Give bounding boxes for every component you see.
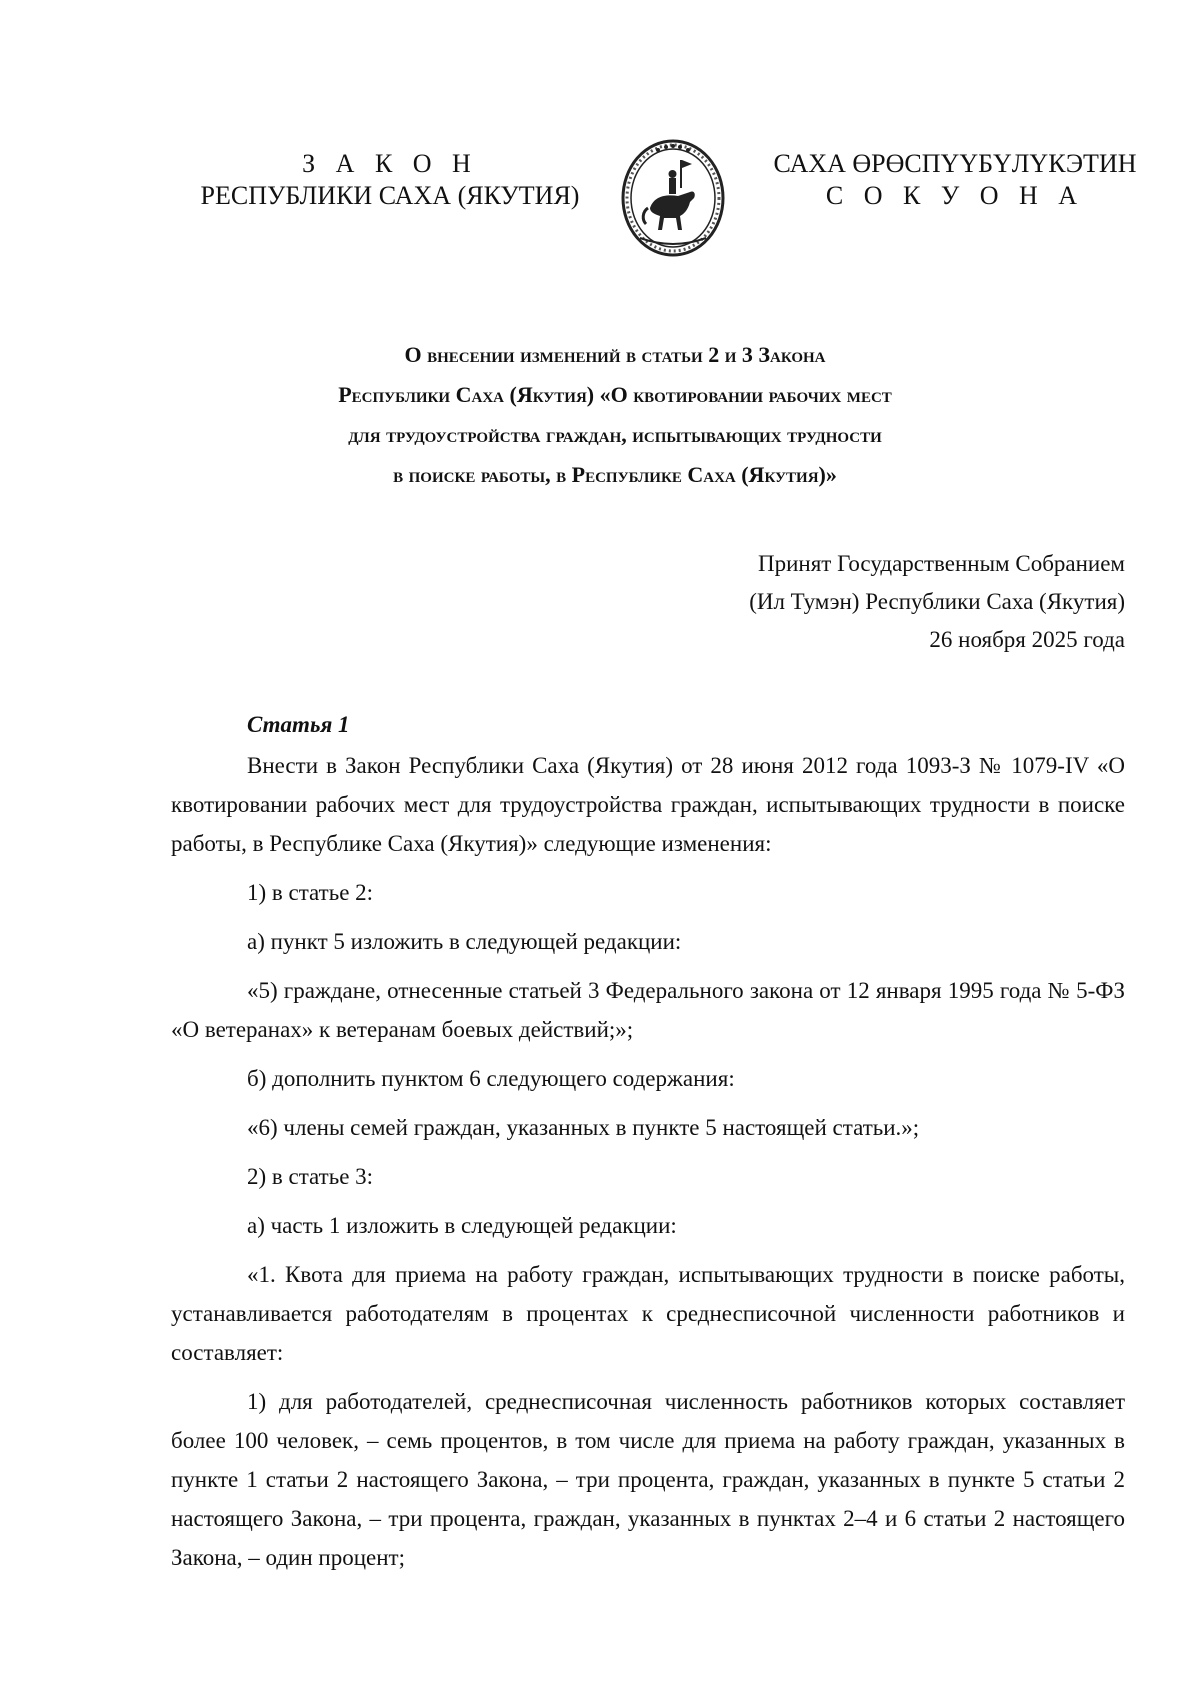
title-line-4: в поиске работы, в Республике Саха (Якутия)»: [393, 462, 837, 487]
title-line-1: О внесении изменений в статьи 2 и 3 Закона: [404, 342, 826, 367]
paragraph: «1. Квота для приема на работу граждан, испытывающих трудности в поиске работы, устанавливается работодателям в процентах к среднесписочной численности работников и составляет:: [171, 1262, 1125, 1365]
article-body: [171, 705, 1125, 1577]
header-left-subtitle: РЕСПУБЛИКИ САХА (ЯКУТИЯ): [200, 181, 580, 210]
paragraph: а) пункт 5 изложить в следующей редакции:: [247, 929, 682, 954]
paragraph: «5) граждане, отнесенные статьей 3 Федерального закона от 12 января 1995 года № 5-ФЗ «О ветеранах» к ветеранам боевых действий;»;: [171, 978, 1125, 1042]
adoption-date: 26 ноября 2025 года: [929, 627, 1125, 652]
document-title: [150, 335, 1080, 495]
title-line-2: Республики Саха (Якутия) «О квотировании рабочих мест: [338, 382, 892, 407]
title-line-3: для трудоустройства граждан, испытывающих трудности: [348, 422, 882, 447]
header-right-subtitle: С О К У О Н А: [825, 181, 1085, 210]
adoption-line-1: Принят Государственным Собранием: [757, 551, 1125, 576]
sakha-coat-of-arms-icon: [620, 138, 726, 258]
paragraph: б) дополнить пунктом 6 следующего содержания:: [247, 1066, 735, 1091]
paragraph: а) часть 1 изложить в следующей редакции:: [247, 1213, 677, 1238]
paragraph: 1) в статье 2:: [247, 880, 374, 905]
paragraph: «6) члены семей граждан, указанных в пункте 5 настоящей статьи.»;: [247, 1115, 920, 1140]
header-right: [770, 148, 1140, 212]
header-right-title: САХА ӨРӨСПҮҮБҮЛҮКЭТИН: [773, 149, 1137, 178]
paragraph: Внести в Закон Республики Саха (Якутия) от 28 июня 2012 года 1093-З № 1079-IV «О квотировании рабочих мест для трудоустройства граждан, испытывающих трудности в поиске работы, в Республике Саха (Якутия)» следующие изменения:: [171, 753, 1125, 856]
paragraph: 1) для работодателей, среднесписочная численность работников которых составляет более 100 человек, – семь процентов, в том числе для приема на работу граждан, указанных в пункте 1 статьи 2 настоящего Закона, – три процента, граждан, указанных в пункте 5 статьи 2 настоящего Закона, – три процента, граждан, указанных в пунктах 2–4 и 6 статьи 2 настоящего Закона, – один процент;: [171, 1389, 1125, 1570]
paragraph: 2) в статье 3:: [247, 1164, 374, 1189]
adoption-line-2: (Ил Тумэн) Республики Саха (Якутия): [749, 589, 1125, 614]
article-heading: Статья 1: [247, 712, 350, 737]
header-left-title: З А К О Н: [302, 149, 478, 178]
adoption-note: [565, 545, 1125, 659]
header-left: [190, 148, 590, 212]
